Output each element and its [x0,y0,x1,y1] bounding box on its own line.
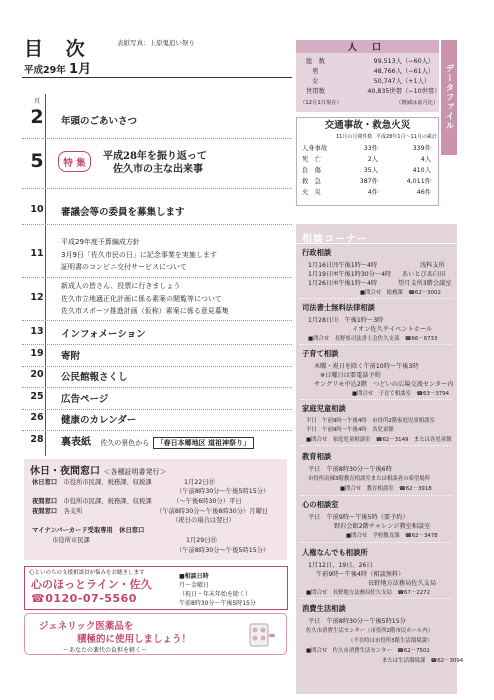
consult-section-title: 消費生活相談 [302,604,346,613]
toc-separator [22,387,292,388]
consult-divider [300,598,452,599]
toc-entry[interactable]: 広告ページ [61,394,109,405]
holiday-title: 休日・夜間窓口 ＜各種証明書発行＞ [30,466,167,477]
toc-page-number: 10 [30,204,44,215]
toc-separator [22,366,292,367]
toc-page-number: 26 [30,412,44,423]
hotline-phone[interactable]: ☎0120-07-5560 [31,592,137,605]
page-title: 目 次 [24,38,93,60]
toc-separator [22,344,292,345]
consult-divider [300,445,452,446]
cover-photo-caption: 表紙写真：上原鬼追い祭り [117,39,195,47]
toc-page-number: 11 [30,248,44,259]
consult-divider [300,495,452,496]
toc-entry[interactable]: 健康のカレンダー [61,415,137,426]
consult-section-title: 行政相談 [302,248,332,257]
traffic-title: 交通事故・救急火災 [324,120,411,131]
consult-divider [300,399,452,400]
toc-page-number: 25 [30,391,44,402]
consult-section-title: 家庭児童相談 [302,404,346,413]
toc-entry-back-cover[interactable]: 裏表紙 佐久の景色から 「春日本郷地区 道祖神祭り」 [61,433,254,448]
toc-page-number: 12 [30,292,44,303]
toc-separator [22,188,292,189]
toc-entry[interactable]: 寄附 [61,351,81,362]
toc-entry[interactable]: 公民館報さくし [61,372,128,383]
consult-section-title: 教育相談 [302,452,332,461]
consult-section-title: 司法書士無料法律相談 [302,303,375,312]
toc-entry[interactable]: 年頭のごあいさつ [61,116,138,127]
consult-divider [300,298,452,299]
toc-separator [22,430,292,431]
toc-page-number: 20 [30,369,44,380]
consultation-title: 相談コーナー [302,234,368,245]
consult-section-title: 子育て相談 [302,349,339,358]
toc-page-number: 2 [30,106,44,128]
hotline-box: 心といのちの支援相談員が悩みをお聴きします 心のほっとライン・佐久 ☎0120-07-5560 ■相談日時 月～金曜日 （祝日・年末年始を除く） 午前8時30分～午後5時15分 [24,566,288,610]
page-column-label: 頁 [34,98,41,105]
generic-drug-banner: ジェネリック医薬品を 積極的に使用しましょう！ ～あなたの薬代の負担を軽く～ [24,613,287,655]
toc-separator [22,277,292,278]
back-cover-title: 「春日本郷地区 道祖神祭り」 [153,437,254,449]
toc-entry-group[interactable]: 平成29年度予算編成方針 3月9日「佐久市民の日」に記念事業を実施します 証明書のコンビニ交付サービスについて [61,238,217,271]
toc-entry-group[interactable]: 新成人の皆さん、投票に行きましょう 佐久市立地適正化計画に係る素案の閲覧等について 佐久市スポーツ推進計画（仮称）素案に係る意見募集 [61,282,229,315]
header-divider [22,77,292,78]
consult-section-title: 心の相談室 [302,500,339,509]
toc-page-number: 5 [30,150,44,172]
consultation-title-rule [296,243,457,244]
toc-separator [22,224,292,225]
toc-feature-title[interactable]: 平成28年を振り返って 佐久市の主な出来事 [103,151,207,175]
traffic-table: 11月の月間件数 平成28年1月～11月の累計 人身事故 33件 339件 死 亡 2人 4人 負 傷 35人 410人 救 急 387件 4,011件 火 災 4件 46件 [302,134,437,196]
feature-badge: 特 集 [58,151,91,172]
data-file-tab: データファイル [441,40,457,155]
population-title: 人 口 [296,40,439,53]
consult-divider [300,344,452,345]
toc-separator [22,320,292,321]
toc-separator [22,409,292,410]
toc-separator [22,138,292,139]
toc-page-number: 19 [30,348,44,359]
holiday-night-window-box: 休日・夜間窓口 ＜各種証明書発行＞ 休日窓口 市役所市民課、税務課、収税課 1月22日㊐ （午前8時30分～午後5時15分） 夜間窓口 市役所市民課、税務課、収税課 （～午後6時30分）平日 夜間窓口 各支所 （午前8時30分～午後8時30分）月曜日 （祝日の場合は翌日） マイナンバーカード受取専用 休日窓口 市役所市民課 1月29日㊐ （午前8時30分～午後5時15分） [24,459,287,560]
consult-section-title: 人権なんでも相談所 [302,548,368,557]
toc-page-number: 28 [30,434,44,445]
consult-divider [300,542,452,543]
pill-pack-icon [248,622,276,648]
hotline-name: 心のほっとライン・佐久 [31,578,152,591]
toc-entry[interactable]: 審議会等の委員を募集します [61,207,185,218]
population-table: 総 数 99,513人 （−60人） 男 48,766人 （−61人） 女 50,747人 （+1人） 世帯数 40,835世帯 （−10世帯） （12月1日現在） （増減は前月比） [300,58,441,106]
issue-date: 平成29年 1月 [24,62,92,77]
toc-entry[interactable]: インフォメーション [61,329,146,340]
toc-page-number: 13 [30,326,44,337]
